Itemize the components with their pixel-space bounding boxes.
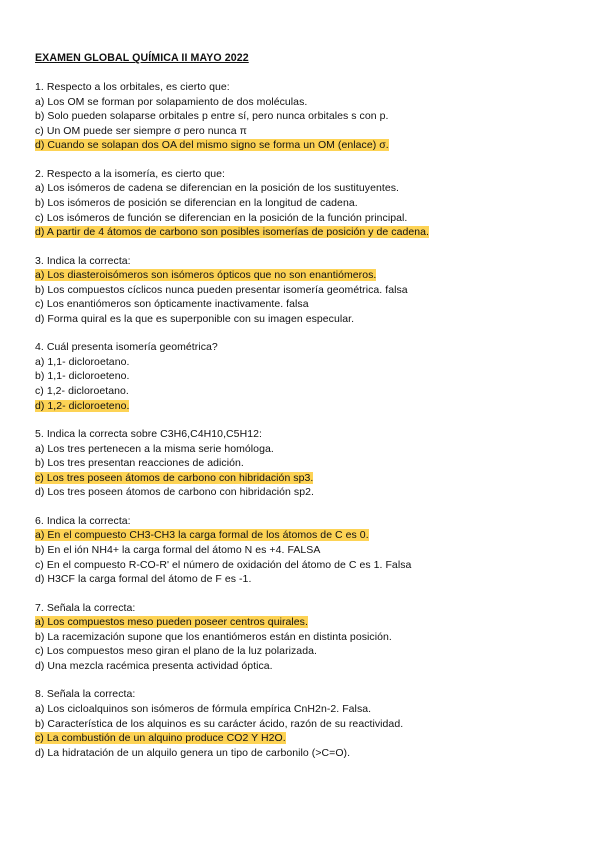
answer-option: d) La hidratación de un alquilo genera un tipo de carbonilo (>C=O). (35, 746, 351, 759)
answer-option: a) Los OM se forman por solapamiento de dos moléculas. (35, 95, 308, 108)
answer-option: b) 1,1- dicloroeteno. (35, 370, 130, 383)
answer-option-highlighted: d) Cuando se solapan dos OA del mismo signo se forma un OM (enlace) σ. (35, 139, 389, 152)
question-prompt: 1. Respecto a los orbitales, es cierto que: (35, 81, 230, 93)
answer-option: c) 1,2- dicloroetano. (35, 385, 129, 398)
answer-option: b) En el ión NH4+ la carga formal del átomo N es +4. FALSA (35, 544, 321, 557)
answer-option: d) Los tres poseen átomos de carbono con hibridación sp2. (35, 486, 314, 499)
answer-option: c) En el compuesto R-CO-R' el número de oxidación del átomo de C es 1. Falsa (35, 558, 412, 571)
answer-option: b) Los tres presentan reacciones de adición. (35, 457, 244, 470)
question-4 (35, 340, 575, 413)
question-7 (35, 601, 575, 674)
document-title: EXAMEN GLOBAL QUÍMICA II MAYO 2022 (35, 52, 249, 64)
answer-option: a) 1,1- dicloroetano. (35, 355, 130, 368)
question-6 (35, 514, 575, 587)
answer-option-highlighted: a) Los compuestos meso pueden poseer centros quirales. (35, 616, 308, 629)
question-list (35, 80, 575, 774)
question-prompt: 7. Señala la correcta: (35, 601, 136, 614)
question-prompt: 6. Indica la correcta: (35, 514, 131, 527)
answer-option: d) Forma quiral es la que es superponible con su imagen especular. (35, 312, 355, 325)
question-prompt: 3. Indica la correcta: (35, 254, 131, 267)
answer-option: b) Los isómeros de posición se diferencian en la longitud de cadena. (35, 196, 358, 209)
answer-option: d) Una mezcla racémica presenta actividad óptica. (35, 659, 273, 672)
answer-option: c) Los isómeros de función se diferencian en la posición de la función principal. (35, 211, 408, 224)
answer-option-highlighted: a) Los diasteroisómeros son isómeros ópticos que no son enantiómeros. (35, 269, 377, 282)
answer-option: a) Los isómeros de cadena se diferencian en la posición de los sustituyentes. (35, 182, 399, 195)
answer-option: a) Los tres pertenecen a la misma serie homóloga. (35, 442, 274, 455)
question-prompt: 2. Respecto a la isomería, es cierto que: (35, 167, 225, 180)
answer-option-highlighted: d) A partir de 4 átomos de carbono son posibles isomerías de posición y de cadena. (35, 226, 429, 239)
question-3 (35, 254, 575, 327)
answer-option-highlighted: a) En el compuesto CH3-CH3 la carga formal de los átomos de C es 0. (35, 529, 369, 542)
answer-option: b) Característica de los alquinos es su carácter ácido, razón de su reactividad. (35, 717, 404, 730)
answer-option-highlighted: d) 1,2- dicloroeteno. (35, 399, 130, 412)
answer-option: d) H3CF la carga formal del átomo de F es -1. (35, 573, 252, 586)
question-8 (35, 687, 575, 760)
answer-option: b) Solo pueden solaparse orbitales p entre sí, pero nunca orbitales s con p. (35, 110, 389, 123)
question-prompt: 5. Indica la correcta sobre C3H6,C4H10,C5H12: (35, 428, 262, 441)
answer-option: c) Un OM puede ser siempre σ pero nunca π (35, 124, 247, 137)
question-5 (35, 427, 575, 500)
answer-option: a) Los cicloalquinos son isómeros de fórmula empírica CnH2n-2. Falsa. (35, 702, 372, 715)
answer-option: c) Los enantiómeros son ópticamente inactivamente. falsa (35, 298, 309, 311)
question-prompt: 8. Señala la correcta: (35, 688, 136, 701)
question-1 (35, 80, 575, 153)
answer-option: b) Los compuestos cíclicos nunca pueden presentar isomería geométrica. falsa (35, 283, 408, 296)
answer-option-highlighted: c) Los tres poseen átomos de carbono con hibridación sp3. (35, 471, 314, 484)
question-2 (35, 167, 575, 240)
question-prompt: 4. Cuál presenta isomería geométrica? (35, 341, 218, 354)
answer-option: b) La racemización supone que los enantiómeros están en distinta posición. (35, 630, 392, 643)
answer-option: c) Los compuestos meso giran el plano de la luz polarizada. (35, 645, 317, 658)
answer-option-highlighted: c) La combustión de un alquino produce CO2 Y H2O. (35, 732, 286, 745)
